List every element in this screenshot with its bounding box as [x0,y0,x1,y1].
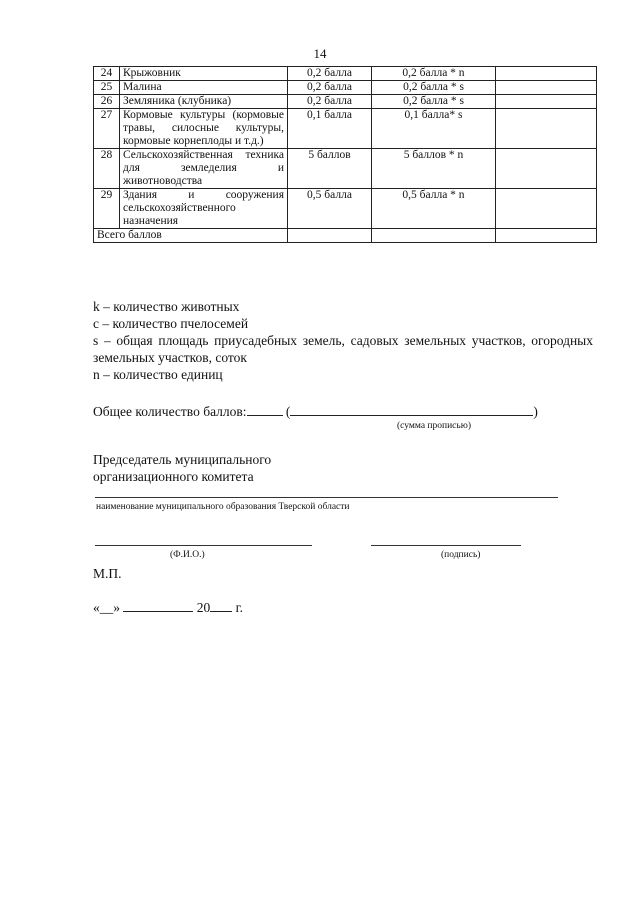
cell-num: 29 [94,189,120,229]
close-paren: ) [533,404,538,419]
cell-name: Крыжовник [120,67,288,81]
cell-score: 0,2 балла [288,81,372,95]
total-formula-cell [372,229,496,243]
cell-score: 0,5 балла [288,189,372,229]
stamp-place: М.П. [93,566,122,581]
cell-name: Малина [120,81,288,95]
total-row [94,229,597,243]
cell-num: 24 [94,67,120,81]
signature-line[interactable] [371,545,521,546]
total-label: Всего баллов [94,229,288,243]
date-year-prefix: 20 [196,600,211,615]
legend-c: c – количество пчелосемей [93,316,249,331]
sum-in-words-caption: (сумма прописью) [397,421,471,431]
signature-caption: (подпись) [441,550,481,560]
table-row [94,81,597,95]
legend-n: n – количество единиц [93,367,223,382]
cell-score: 0,1 балла [288,109,372,149]
legend-k: k – количество животных [93,299,240,314]
cell-extra [496,149,597,189]
cell-formula: 0,2 балла * n [372,67,496,81]
total-points-line [93,402,538,420]
fio-line[interactable] [95,545,312,546]
cell-name: Земляника (клубника) [120,95,288,109]
table-row [94,95,597,109]
cell-score: 0,2 балла [288,67,372,81]
table-row [94,109,597,149]
municipality-name-line[interactable] [95,497,558,498]
table-row [94,189,597,229]
date-suffix: г. [235,600,244,615]
legend [93,298,593,383]
table-row [94,67,597,81]
cell-extra [496,95,597,109]
table-row [94,149,597,189]
date-day: «__» [93,600,120,615]
total-points-label: Общее количество баллов: [93,404,247,419]
cell-num: 25 [94,81,120,95]
cell-extra [496,109,597,149]
chairman-line-1: Председатель муниципального [93,452,272,467]
cell-extra [496,81,597,95]
cell-name: Здания и сооружения сельскохозяйственного назначения [120,189,288,229]
cell-score: 0,2 балла [288,95,372,109]
cell-name: Сельскохозяйственная техника для земледелия и животноводства [120,149,288,189]
scores-table-body [94,67,597,243]
cell-num: 27 [94,109,120,149]
total-extra-cell [496,229,597,243]
total-points-words-blank[interactable] [290,402,533,416]
cell-formula: 0,1 балла* s [372,109,496,149]
page-number: 14 [313,46,327,61]
cell-num: 26 [94,95,120,109]
date-month-blank[interactable] [123,598,193,612]
scores-table [93,66,597,243]
open-paren: ( [285,404,291,419]
cell-formula: 5 баллов * n [372,149,496,189]
cell-formula: 0,2 балла * s [372,81,496,95]
date-line [93,598,243,616]
cell-formula: 0,2 балла * s [372,95,496,109]
legend-s: s – общая площадь приусадебных земель, садовых земельных участков, огородных земельных участков, соток [93,333,593,365]
cell-formula: 0,5 балла * n [372,189,496,229]
chairman-line-2: организационного комитета [93,469,254,484]
cell-name: Кормовые культуры (кормовые травы, силосные культуры, кормовые корнеплоды и т.д.) [120,109,288,149]
cell-score: 5 баллов [288,149,372,189]
fio-caption: (Ф.И.О.) [170,550,205,560]
total-score-cell [288,229,372,243]
chairman-block [93,451,271,485]
cell-num: 28 [94,149,120,189]
municipality-caption: наименование муниципального образования Тверской области [96,502,350,512]
cell-extra [496,189,597,229]
date-year-blank[interactable] [210,598,232,612]
total-points-number-blank[interactable] [247,402,283,416]
cell-extra [496,67,597,81]
